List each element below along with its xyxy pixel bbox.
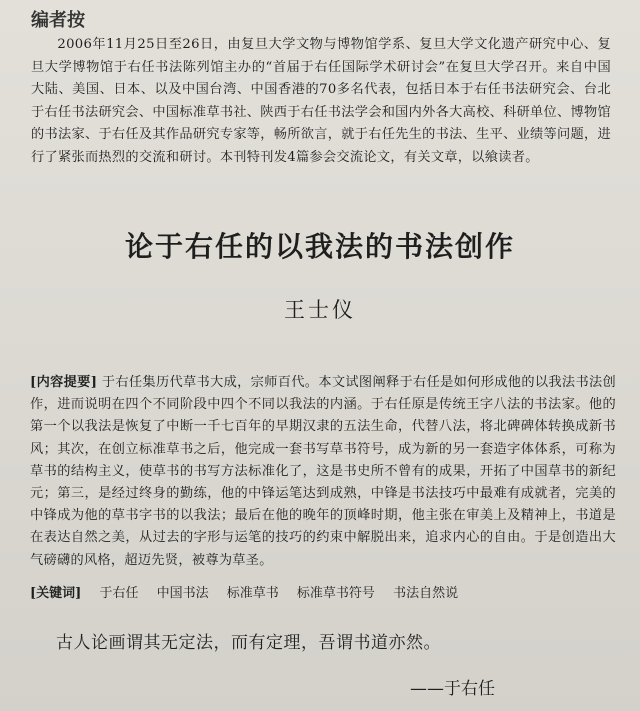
keyword: 中国书法 xyxy=(156,586,209,601)
abstract-text: 于右任集历代草书大成，宗师百代。本文试图阐释于右任是如何形成他的以我法书法创作，进而说明在四个不同阶段中四个不同以我法的内涵。于右任原是传统王字八法的书法家。他的第一个以我法是恢复了中断一千七百年的早期汉隶的五法生命，代替八法，将北碑碑体转换成新书风；其次，在创立标准草书之后，他完成一套书写草书符号，成为新的另一套造字体体系，可称为草书的结构主义，使草书的书写方法标准化了，这是书史所不曾有的成果，开拓了中国草书的新纪元；第三，是经过终身的勤练，他的中锋运笔达到成熟，中锋是书法技巧中最难有成就者，完美的中锋成为他的草书字书的以我法；最后在他的晚年的顶峰时期，他主张在审美上及精神上，书道是在表达自然之美，从过去的字形与运笔的技巧的约束中解脱出来，追求内心的自由。于是创造出大气磅礴的风格，超迈先贤，被尊为草圣。 xyxy=(30,375,617,568)
epigraph-text: 古人论画谓其无定法，而有定理，吾谓书道亦然。 xyxy=(56,633,441,653)
keywords-line xyxy=(30,583,616,605)
abstract-label: [内容提要] xyxy=(30,375,98,390)
keyword: 书法自然说 xyxy=(393,586,459,601)
keywords-label: [关键词] xyxy=(30,586,82,601)
editor-note-body: 2006年11月25日至26日，由复旦大学文物与博物馆学系、复旦大学文化遗产研究中心、复旦大学博物馆于右任书法陈列馆主办的“首届于右任国际学术研讨会”在复旦大学召开。来自中国大陆、美国、日本、以及中国台湾、中国香港的70多名代表，包括日本于右任书法研究会、台北于右任书法研究会、中国标准草书社、陕西于右任书法学会和国内外各大高校、科研单位、博物馆的书法家、于右任及其作品研究专家等，畅所欲言，就于右任先生的书法、生平、业绩等问题，进行了紧张而热烈的交流和研讨。本刊特刊发4篇参会交流论文，有关文章，以飨读者。 xyxy=(31,37,611,165)
epigraph-attribution: ——于右任 xyxy=(410,679,495,699)
keyword: 于右任 xyxy=(99,586,139,601)
keyword: 标准草书符号 xyxy=(296,586,375,601)
keyword: 标准草书 xyxy=(226,586,279,601)
editor-note-heading: 编者按 xyxy=(31,10,85,31)
abstract-paragraph xyxy=(30,372,616,572)
article-author: 王士仪 xyxy=(284,298,356,322)
article-title: 论于右任的以我法的书法创作 xyxy=(124,230,515,263)
